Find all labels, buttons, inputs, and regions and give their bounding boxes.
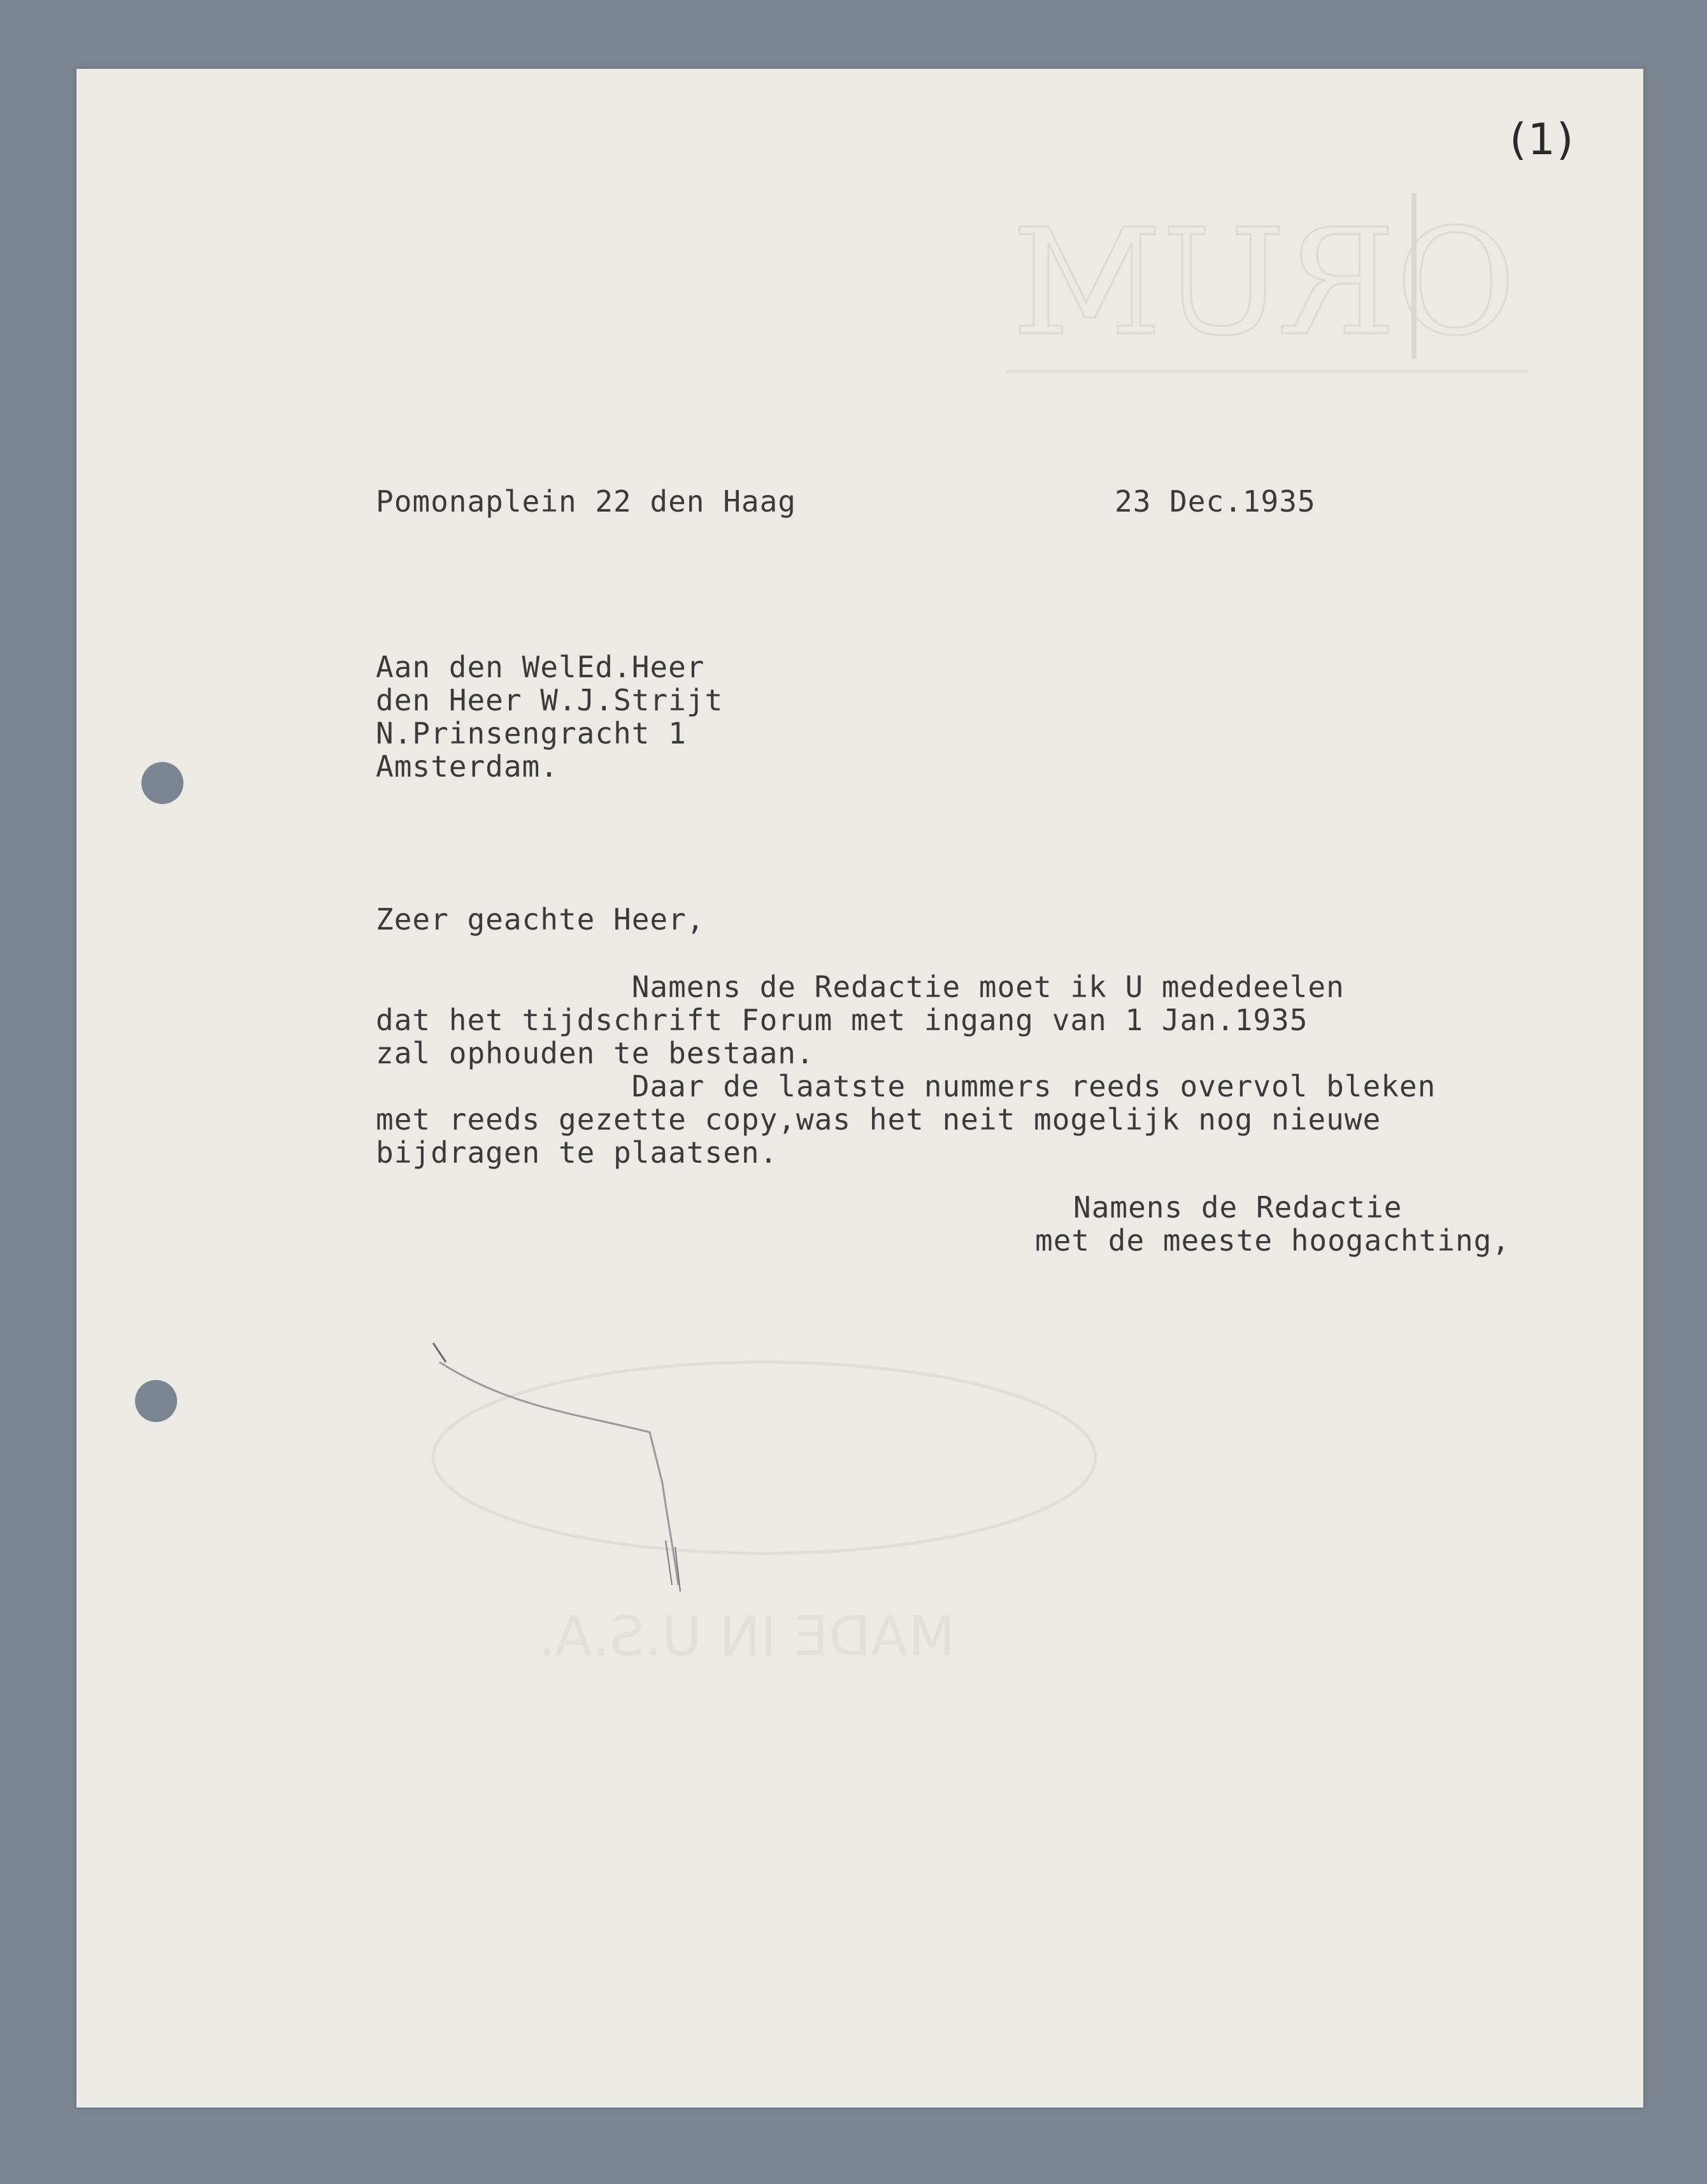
forum-watermark xyxy=(968,180,1573,512)
letter-date: 23 Dec.1935 xyxy=(1115,484,1316,519)
body-line: dat het tijdschrift Forum met ingang van 1 Jan.1935 xyxy=(376,1003,1308,1037)
body-line: zal ophouden te bestaan. xyxy=(376,1036,815,1070)
salutation: Zeer geachte Heer, xyxy=(376,902,705,937)
recipient-line: Aan den WelEd.Heer xyxy=(376,650,705,684)
pencil-marks xyxy=(344,1318,854,1636)
body-line: Namens de Redactie moet ik U mededeelen xyxy=(376,970,1345,1004)
recipient-line: Amsterdam. xyxy=(376,749,559,784)
punch-hole-top xyxy=(141,762,183,804)
sender-address: Pomonaplein 22 den Haag xyxy=(376,484,796,519)
body-line: Daar de laatste nummers reeds overvol bleken xyxy=(376,1069,1436,1103)
closing-line: Namens de Redactie xyxy=(1073,1190,1403,1225)
body-line: met reeds gezette copy,was het neit mogelijk nog nieuwe xyxy=(376,1102,1382,1137)
watermark-top-text: ORUM xyxy=(1011,198,1516,368)
closing-line: met de meeste hoogachting, xyxy=(1035,1223,1511,1258)
recipient-line: den Heer W.J.Strijt xyxy=(376,683,724,717)
recipient-line: N.Prinsengracht 1 xyxy=(376,716,687,751)
watermark-lower-text: MADE IN U.S.A. xyxy=(538,1605,955,1669)
handwritten-page-number: (1) xyxy=(1510,115,1575,165)
body-line: bijdragen te plaatsen. xyxy=(376,1135,778,1170)
punch-hole-bottom xyxy=(135,1380,177,1422)
letter-sheet xyxy=(76,69,1643,2108)
